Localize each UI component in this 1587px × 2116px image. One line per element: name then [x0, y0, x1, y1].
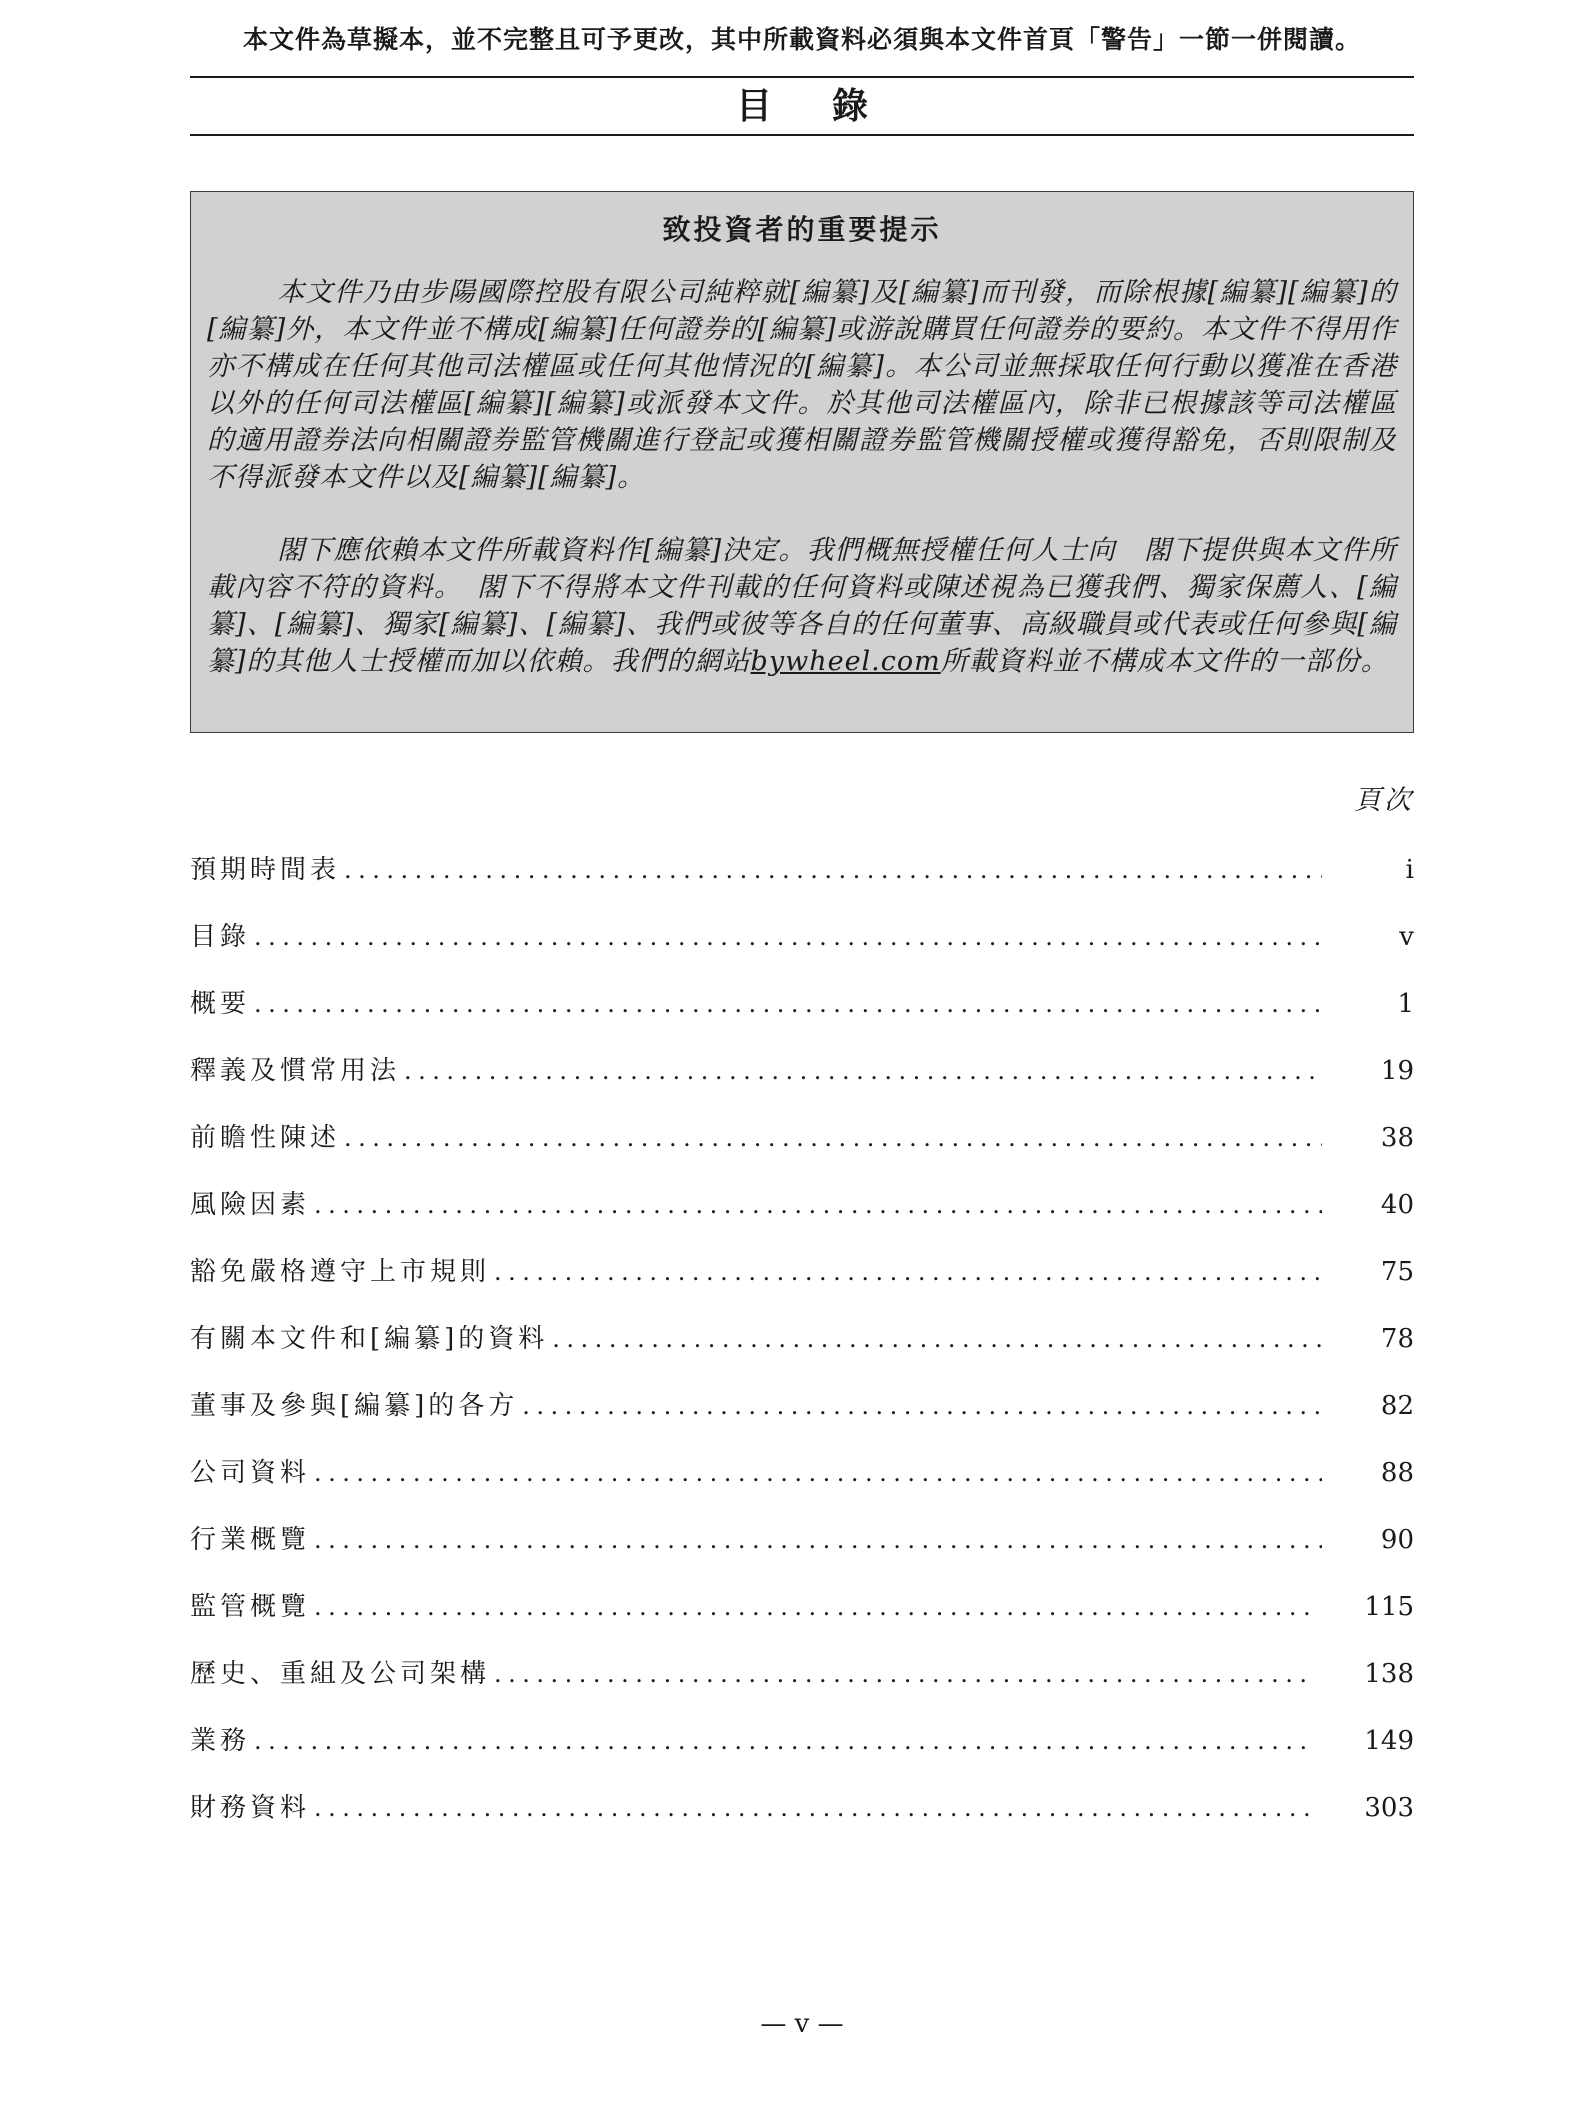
toc-leader-dots	[344, 1118, 1322, 1158]
toc-entry[interactable]	[190, 1587, 1414, 1627]
notice-title: 致投資者的重要提示	[662, 213, 942, 246]
toc-entry-label: 公司資料	[190, 1458, 311, 1488]
header-rule-bottom	[190, 134, 1414, 136]
toc-leader-dots	[552, 1319, 1322, 1359]
toc-entry[interactable]	[190, 1721, 1414, 1761]
toc-entry-label: 概要	[190, 989, 251, 1019]
toc-entry-label: 有關本文件和[編纂]的資料	[190, 1324, 549, 1354]
footer-page-number: — v —	[760, 2009, 844, 2039]
toc-leader-dots	[404, 1051, 1322, 1091]
toc-entry-page: 149	[1364, 1726, 1414, 1756]
toc-leader-dots	[494, 1252, 1322, 1292]
toc-entry-label: 行業概覽	[190, 1525, 311, 1555]
notice-paragraph-2-text: 閣下應依賴本文件所載資料作[編纂]決定。我們概無授權任何人士向 閣下提供與本文件所載內容不符的資料。 閣下不得將本文件刊載的任何資料或陳述視為已獲我們、獨家保薦人、[編纂]、[編纂]、獨家[編纂]、[編纂]、我們或彼等各自的任何董事、高級職員或代表或任何參與[編纂]的其他人士授權而加以依賴。我們的網站	[207, 535, 1397, 677]
toc-entry-page: 19	[1380, 1056, 1414, 1086]
page-title: 目錄	[735, 85, 928, 127]
document-page	[190, 0, 1414, 2116]
toc-entry[interactable]	[190, 1654, 1414, 1694]
toc-entry-label: 歷史、重組及公司架構	[190, 1659, 491, 1689]
toc-leader-dots	[344, 850, 1322, 890]
toc-leader-dots	[314, 1587, 1314, 1627]
toc-entry-label: 目錄	[190, 922, 251, 952]
toc-entry-page: 115	[1364, 1592, 1414, 1622]
page-column-label: 頁次	[1354, 785, 1414, 816]
toc-entry-page: v	[1399, 922, 1414, 952]
toc-leader-dots	[314, 1520, 1322, 1560]
toc-entry-page: 88	[1380, 1458, 1414, 1488]
toc-entry[interactable]	[190, 917, 1414, 957]
toc-leader-dots	[314, 1185, 1322, 1225]
notice-paragraph-2	[207, 532, 1397, 680]
toc-entry-page: 38	[1380, 1123, 1414, 1153]
toc-leader-dots	[494, 1654, 1314, 1694]
toc-leader-dots	[254, 984, 1322, 1024]
toc-entry-label: 財務資料	[190, 1793, 311, 1823]
toc-entry[interactable]	[190, 1252, 1414, 1292]
toc-entry[interactable]	[190, 984, 1414, 1024]
toc-leader-dots	[314, 1788, 1314, 1828]
header-rule-top	[190, 76, 1414, 78]
draft-warning-header: 本文件為草擬本，並不完整且可予更改，其中所載資料必須與本文件首頁「警告」一節一併閱讀。	[242, 25, 1361, 54]
toc-entry[interactable]	[190, 1453, 1414, 1493]
toc-entry[interactable]	[190, 850, 1414, 890]
toc-entry-label: 風險因素	[190, 1190, 311, 1220]
toc-leader-dots	[522, 1386, 1322, 1426]
toc-entry-label: 預期時間表	[190, 855, 341, 885]
toc-entry[interactable]	[190, 1051, 1414, 1091]
toc-entry-page: 303	[1364, 1793, 1414, 1823]
toc-entry[interactable]	[190, 1520, 1414, 1560]
toc-entry-label: 董事及參與[編纂]的各方	[190, 1391, 519, 1421]
toc-entry-label: 業務	[190, 1726, 251, 1756]
toc-entry-page: 75	[1380, 1257, 1414, 1287]
toc-entry-page: 78	[1380, 1324, 1414, 1354]
toc-entry-label: 釋義及慣常用法	[190, 1056, 401, 1086]
toc-entry-label: 豁免嚴格遵守上市規則	[190, 1257, 491, 1287]
toc-entry-page: 90	[1380, 1525, 1414, 1555]
toc-entry-page: 138	[1364, 1659, 1414, 1689]
toc-entry-page: 82	[1380, 1391, 1414, 1421]
toc-leader-dots	[254, 917, 1322, 957]
toc-leader-dots	[254, 1721, 1314, 1761]
toc-entry-page: 1	[1397, 989, 1414, 1019]
website-link[interactable]: bywheel.com	[750, 646, 941, 677]
toc-entry[interactable]	[190, 1788, 1414, 1828]
toc-leader-dots	[314, 1453, 1322, 1493]
toc-entry[interactable]	[190, 1319, 1414, 1359]
notice-paragraph-1: 本文件乃由步陽國際控股有限公司純粹就[編纂]及[編纂]而刊發，而除根據[編纂][編纂]的[編纂]外，本文件並不構成[編纂]任何證券的[編纂]或游說購買任何證券的要約。本文件不得用作亦不構成在任何其他司法權區或任何其他情況的[編纂]。本公司並無採取任何行動以獲准在香港以外的任何司法權區[編纂][編纂]或派發本文件。於其他司法權區內，除非已根據該等司法權區的適用證券法向相關證券監管機關進行登記或獲相關證券監管機關授權或獲得豁免，否則限制及不得派發本文件以及[編纂][編纂]。	[207, 277, 1397, 493]
toc-entry[interactable]	[190, 1118, 1414, 1158]
investor-notice-box	[190, 191, 1414, 733]
toc-entry[interactable]	[190, 1386, 1414, 1426]
toc-entry-label: 監管概覽	[190, 1592, 311, 1622]
toc-entry-page: i	[1405, 855, 1414, 885]
toc-entry-label: 前瞻性陳述	[190, 1123, 341, 1153]
notice-paragraph-2-tail: 所載資料並不構成本文件的一部份。	[940, 646, 1389, 677]
toc-entry[interactable]	[190, 1185, 1414, 1225]
toc-entry-page: 40	[1380, 1190, 1414, 1220]
